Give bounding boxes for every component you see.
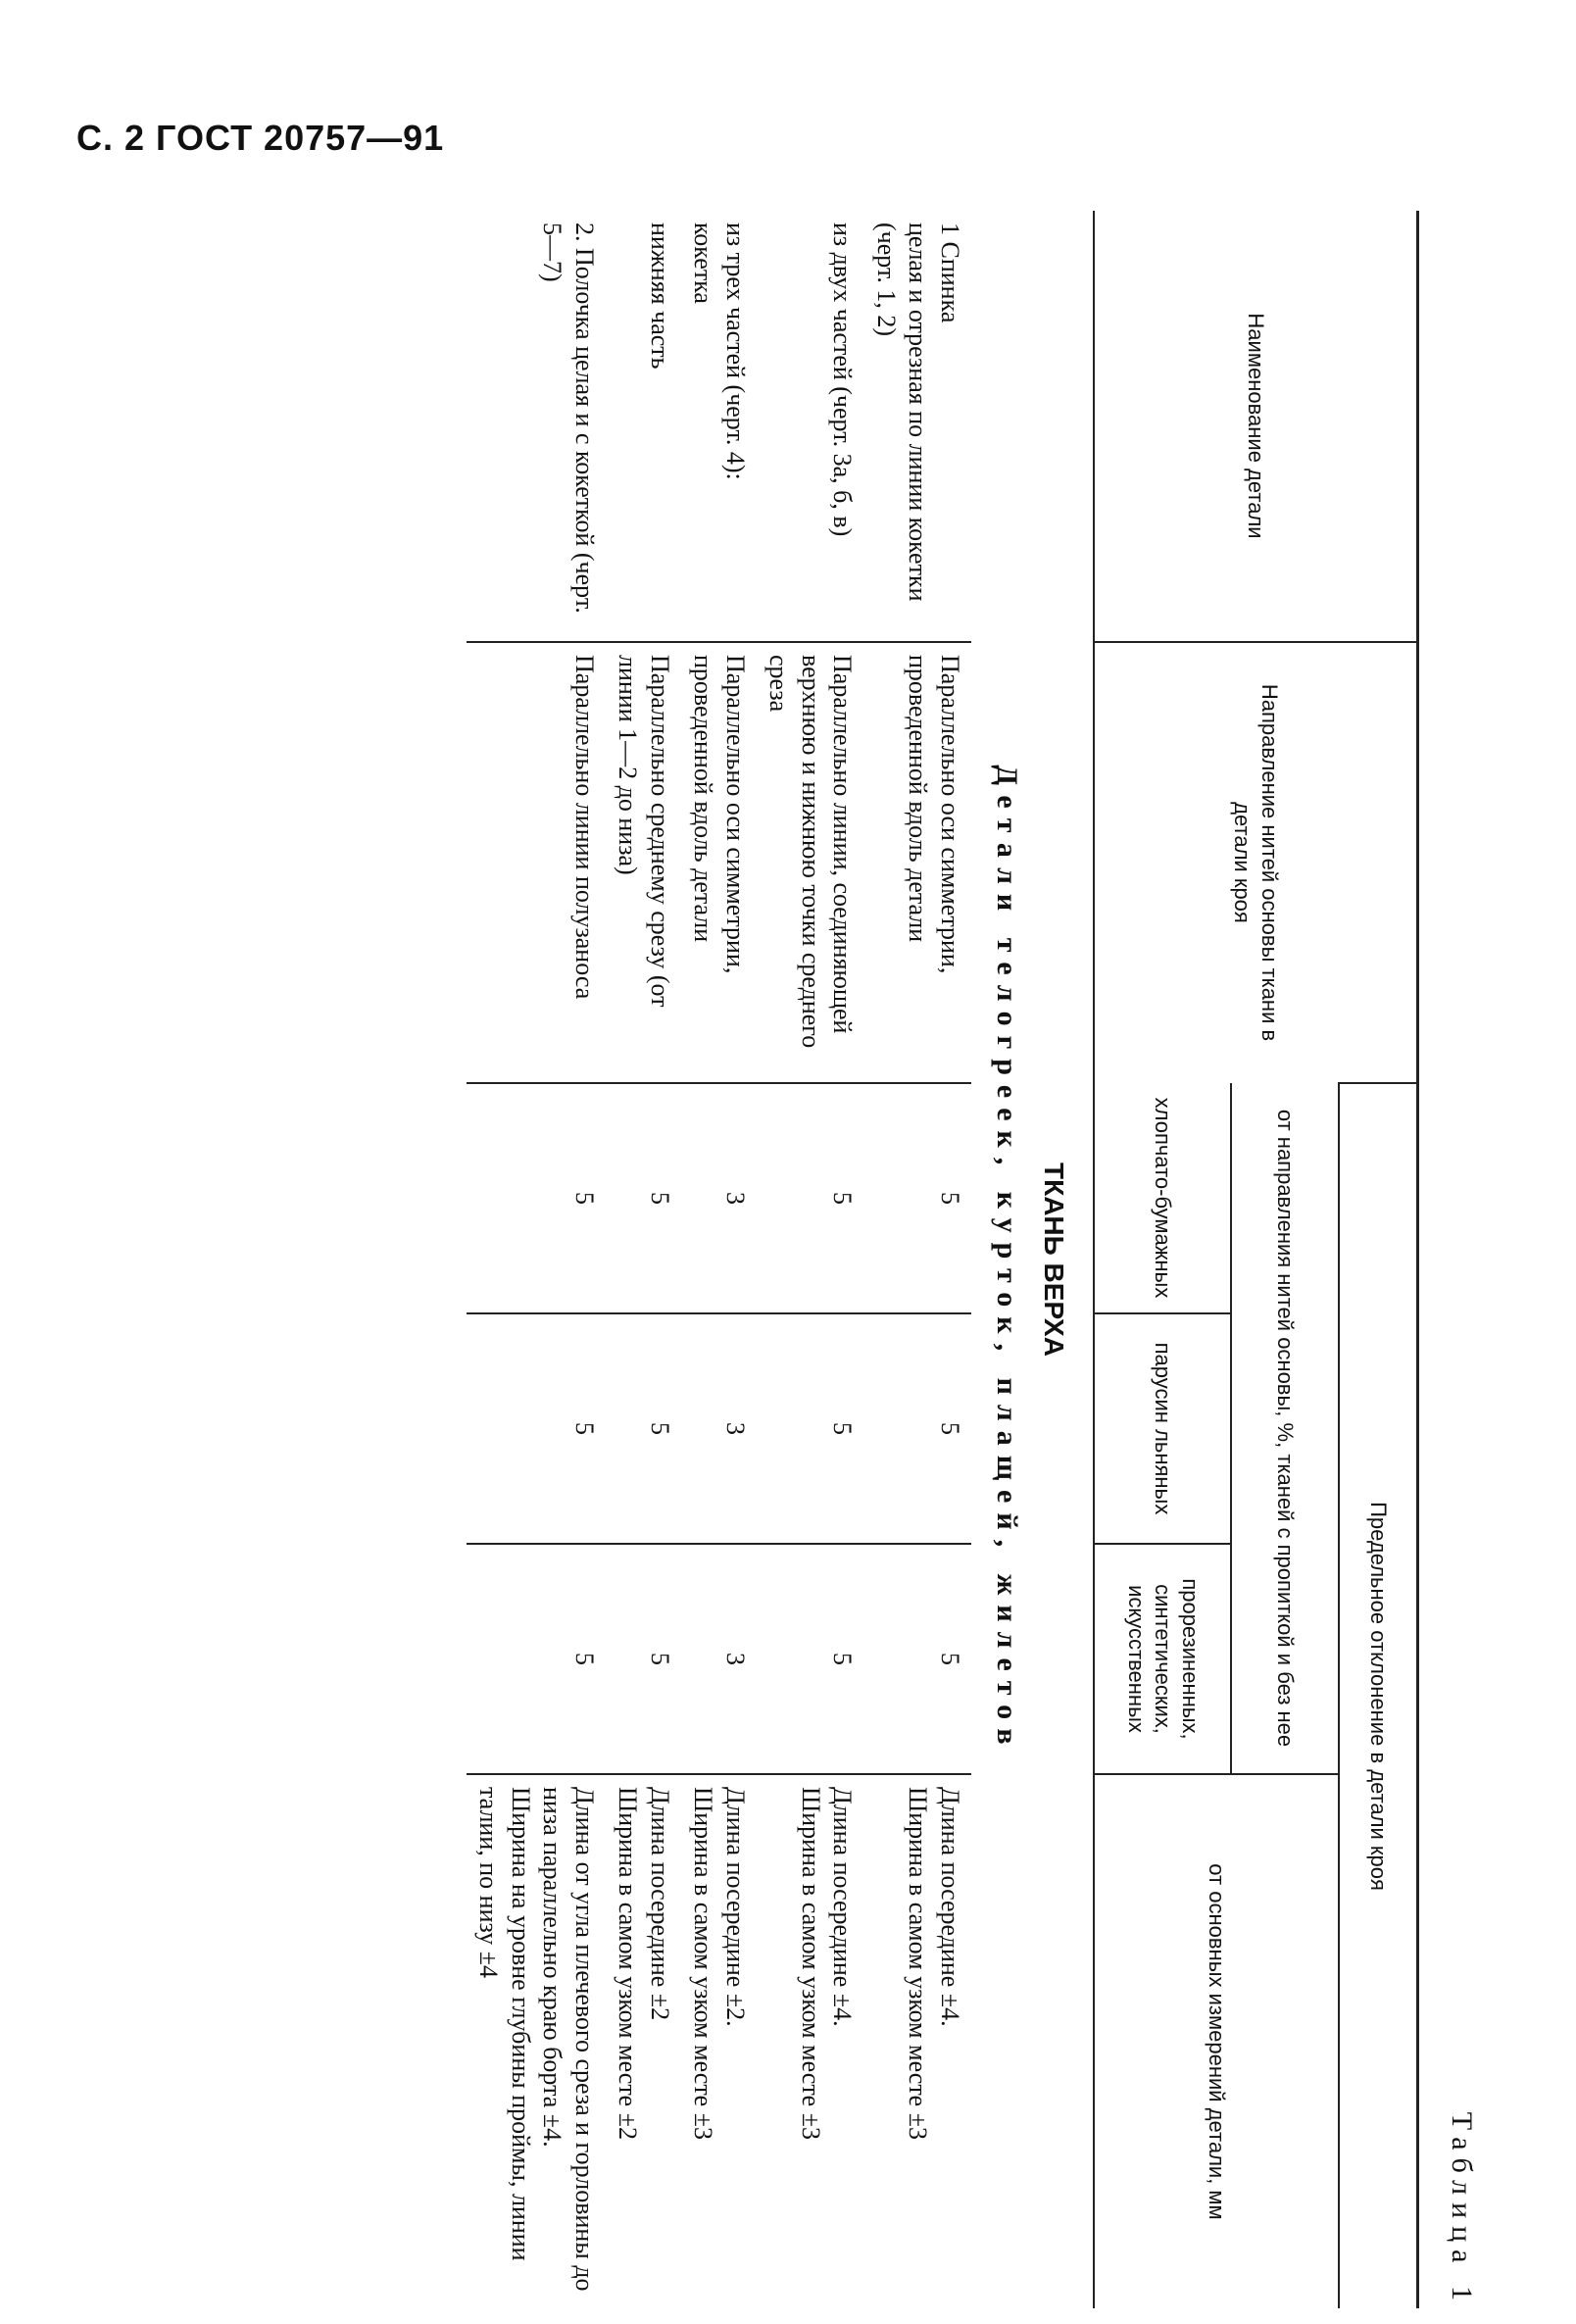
specification-table: [467, 211, 1419, 2308]
cell-name: 1 Спинка целая и отрезная по линии кокетки (черт. 1, 2): [872, 223, 964, 602]
cell-synthetic: 5: [467, 1544, 606, 1774]
table-row: [757, 211, 864, 2308]
header-from-threads: от направления нитей основы, %, тканей с пропиткой и без нее: [1232, 1083, 1340, 1774]
header-linen: парусин льняных: [1095, 1313, 1232, 1544]
cell-name: нижняя часть: [646, 223, 674, 370]
table-row: [467, 211, 606, 2308]
table-body: [467, 211, 971, 2308]
cell-direction: Параллельно оси симметрии, проведенной вдоль детали: [864, 642, 972, 1083]
section-subtitle: Детали телогреек, курток, плащей, жилетов: [991, 765, 1024, 1755]
cell-measure: Длина посередине ±4. Ширина в самом узком месте ±3: [757, 1774, 864, 2308]
cell-cotton: 3: [681, 1083, 757, 1313]
page-header: С. 2 ГОСТ 20757—91: [76, 118, 445, 158]
cell-name: из двух частей (черт. 3а, б, в): [828, 223, 858, 537]
cell-synthetic: 3: [681, 1544, 757, 1774]
table-row: [864, 211, 972, 2308]
cell-linen: 3: [681, 1313, 757, 1544]
header-cotton: хлопчато-бумажных: [1095, 1083, 1232, 1313]
header-direction: Направление нитей основы ткани в детали кроя: [1095, 642, 1418, 1083]
cell-direction: Параллельно оси симметрии, проведенной вдоль детали: [681, 642, 757, 1083]
header-name: Наименование детали: [1095, 211, 1418, 642]
cell-synthetic: 5: [864, 1544, 972, 1774]
header-from-measurements: от основных измерений детали, мм: [1095, 1774, 1340, 2308]
cell-synthetic: 5: [606, 1544, 681, 1774]
section-title: ТКАНЬ ВЕРХА: [1039, 1162, 1070, 1357]
cell-cotton: 5: [864, 1083, 972, 1313]
cell-direction: Параллельно среднему срезу (от линии 1—2 до низа): [606, 642, 681, 1083]
cell-linen: 5: [757, 1313, 864, 1544]
cell-measure: Длина посередине ±2 Ширина в самом узком месте ±2: [606, 1774, 681, 2308]
table-row: [606, 211, 681, 2308]
cell-measure: Длина посередине ±4. Ширина в самом узком месте ±3: [864, 1774, 972, 2308]
cell-name: из трех частей (черт. 4): кокетка: [689, 223, 750, 480]
cell-direction: Параллельно линии полузаноса: [467, 642, 606, 1083]
cell-cotton: 5: [606, 1083, 681, 1313]
cell-measure: Длина от угла плечевого среза и горловины до низа параллельно краю борта ±4. Ширина на уровне глубины проймы, линии талии, по низу ±4: [467, 1774, 606, 2308]
cell-synthetic: 5: [757, 1544, 864, 1774]
cell-linen: 5: [864, 1313, 972, 1544]
cell-measure: Длина посередине ±2. Ширина в самом узком месте ±3: [681, 1774, 757, 2308]
cell-direction: Параллельно линии, соединяющей верхнюю и нижнюю точки среднего среза: [757, 642, 864, 1083]
table-row: [681, 211, 757, 2308]
rotated-table-container: [106, 211, 1478, 2308]
cell-linen: 5: [606, 1313, 681, 1544]
cell-cotton: 5: [467, 1083, 606, 1313]
cell-linen: 5: [467, 1313, 606, 1544]
table-caption: Таблица 1: [1446, 2111, 1478, 2308]
header-synthetic: прорезиненных, синтетических, искусственных: [1095, 1544, 1232, 1774]
cell-cotton: 5: [757, 1083, 864, 1313]
cell-name: 2. Полочка целая и с кокеткой (черт. 5—7): [538, 223, 599, 614]
header-deviation: Предельное отклонение в детали кроя: [1340, 1083, 1418, 2308]
